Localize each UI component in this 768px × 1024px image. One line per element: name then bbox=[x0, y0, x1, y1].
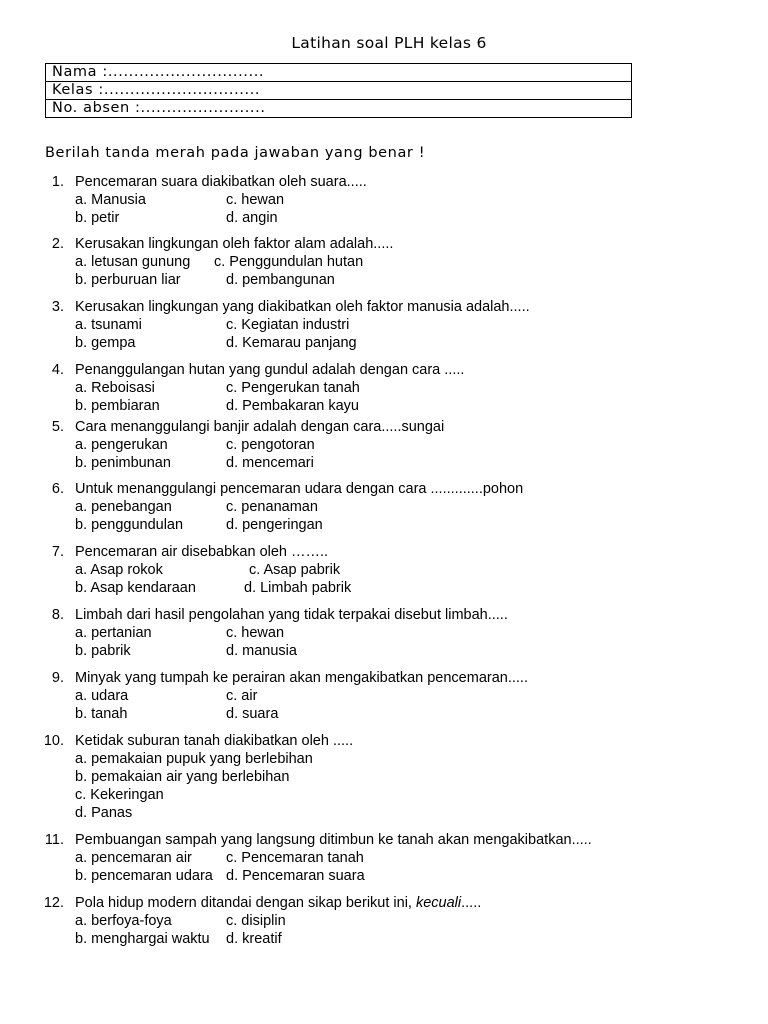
option-a: a. Asap rokok bbox=[75, 562, 163, 578]
option-d: d. Pencemaran suara bbox=[226, 868, 365, 884]
option-c: c. Pengerukan tanah bbox=[226, 380, 360, 396]
option-d: d. Limbah pabrik bbox=[244, 580, 352, 596]
question-number: 9. bbox=[51, 670, 64, 686]
option-a: a. pencemaran air bbox=[75, 850, 192, 866]
option-d: d. suara bbox=[226, 706, 279, 722]
question-number: 2. bbox=[51, 236, 64, 252]
option-c: c. air bbox=[226, 688, 258, 704]
question-text: Cara menanggulangi banjir adalah dengan cara.....sungai bbox=[75, 419, 445, 435]
question-text: Pencemaran suara diakibatkan oleh suara..... bbox=[75, 174, 367, 190]
question-text: Minyak yang tumpah ke perairan akan mengakibatkan pencemaran..... bbox=[75, 670, 528, 686]
option-b: b. penggundulan bbox=[75, 517, 184, 533]
question-number: 12. bbox=[43, 895, 64, 911]
student-info-table bbox=[45, 63, 632, 118]
question-text: Pencemaran air disebabkan oleh …….. bbox=[75, 544, 329, 560]
nama-field: Nama :.............................. bbox=[46, 64, 632, 82]
option-c: c. Penggundulan hutan bbox=[214, 254, 364, 270]
option-b: b. menghargai waktu bbox=[75, 931, 210, 947]
option-d: d. Pembakaran kayu bbox=[226, 398, 359, 414]
instruction-text: Berilah tanda merah pada jawaban yang benar ! bbox=[45, 145, 426, 161]
question-number: 1. bbox=[51, 174, 64, 190]
option-b: b. gempa bbox=[75, 335, 136, 351]
question-text: Pembuangan sampah yang langsung ditimbun ke tanah akan mengakibatkan..... bbox=[75, 832, 592, 848]
absen-field: No. absen :........................ bbox=[46, 100, 632, 118]
option-c: c. hewan bbox=[226, 625, 285, 641]
option-d: d. mencemari bbox=[226, 455, 314, 471]
question-text: Untuk menanggulangi pencemaran udara dengan cara .............pohon bbox=[75, 481, 524, 497]
option-a: a. udara bbox=[75, 688, 129, 704]
option-a: a. Manusia bbox=[75, 192, 146, 208]
page-title: Latihan soal PLH kelas 6 bbox=[291, 34, 487, 52]
option-c: c. disiplin bbox=[226, 913, 286, 929]
option-b: b. pembiaran bbox=[75, 398, 160, 414]
option-b: b. pencemaran udara bbox=[75, 868, 213, 884]
option-d: d. Kemarau panjang bbox=[226, 335, 357, 351]
question-number: 3. bbox=[51, 299, 64, 315]
question-number: 10. bbox=[43, 733, 64, 749]
option-d: d. Panas bbox=[75, 805, 133, 821]
question-text: Kerusakan lingkungan oleh faktor alam adalah..... bbox=[75, 236, 394, 252]
option-c: c. Kekeringan bbox=[75, 787, 164, 803]
option-a: a. pemakaian pupuk yang berlebihan bbox=[75, 751, 313, 767]
option-d: d. angin bbox=[226, 210, 278, 226]
option-a: a. penebangan bbox=[75, 499, 172, 515]
option-d: d. pengeringan bbox=[226, 517, 323, 533]
question-number: 5. bbox=[51, 419, 64, 435]
option-a: a. Reboisasi bbox=[75, 380, 155, 396]
option-c: c. pengotoran bbox=[226, 437, 315, 453]
option-a: a. letusan gunung bbox=[75, 254, 191, 270]
option-b: b. tanah bbox=[75, 706, 128, 722]
option-d: d. manusia bbox=[226, 643, 297, 659]
option-c: c. Asap pabrik bbox=[249, 562, 341, 578]
option-d: d. kreatif bbox=[226, 931, 282, 947]
option-b: b. penimbunan bbox=[75, 455, 171, 471]
question-text: Penanggulangan hutan yang gundul adalah dengan cara ..... bbox=[75, 362, 465, 378]
option-c: c. Kegiatan industri bbox=[226, 317, 350, 333]
option-a: a. pengerukan bbox=[75, 437, 168, 453]
option-b: b. pabrik bbox=[75, 643, 131, 659]
kelas-field: Kelas :.............................. bbox=[46, 82, 632, 100]
option-c: c. penanaman bbox=[226, 499, 318, 515]
option-a: a. pertanian bbox=[75, 625, 152, 641]
option-a: a. tsunami bbox=[75, 317, 142, 333]
option-d: d. pembangunan bbox=[226, 272, 335, 288]
option-a: a. berfoya-foya bbox=[75, 913, 172, 929]
question-number: 6. bbox=[51, 481, 64, 497]
question-text: Limbah dari hasil pengolahan yang tidak terpakai disebut limbah..... bbox=[75, 607, 508, 623]
option-b: b. Asap kendaraan bbox=[75, 580, 196, 596]
option-b: b. perburuan liar bbox=[75, 272, 181, 288]
question-text: Pola hidup modern ditandai dengan sikap berikut ini, kecuali..... bbox=[75, 895, 482, 911]
option-c: c. hewan bbox=[226, 192, 285, 208]
question-number: 8. bbox=[51, 607, 64, 623]
option-b: b. pemakaian air yang berlebihan bbox=[75, 769, 290, 785]
option-c: c. Pencemaran tanah bbox=[226, 850, 364, 866]
question-number: 4. bbox=[51, 362, 64, 378]
question-number: 11. bbox=[44, 832, 64, 848]
question-number: 7. bbox=[51, 544, 64, 560]
question-text: Kerusakan lingkungan yang diakibatkan oleh faktor manusia adalah..... bbox=[75, 299, 530, 315]
question-text: Ketidak suburan tanah diakibatkan oleh ..... bbox=[75, 733, 354, 749]
option-b: b. petir bbox=[75, 210, 120, 226]
